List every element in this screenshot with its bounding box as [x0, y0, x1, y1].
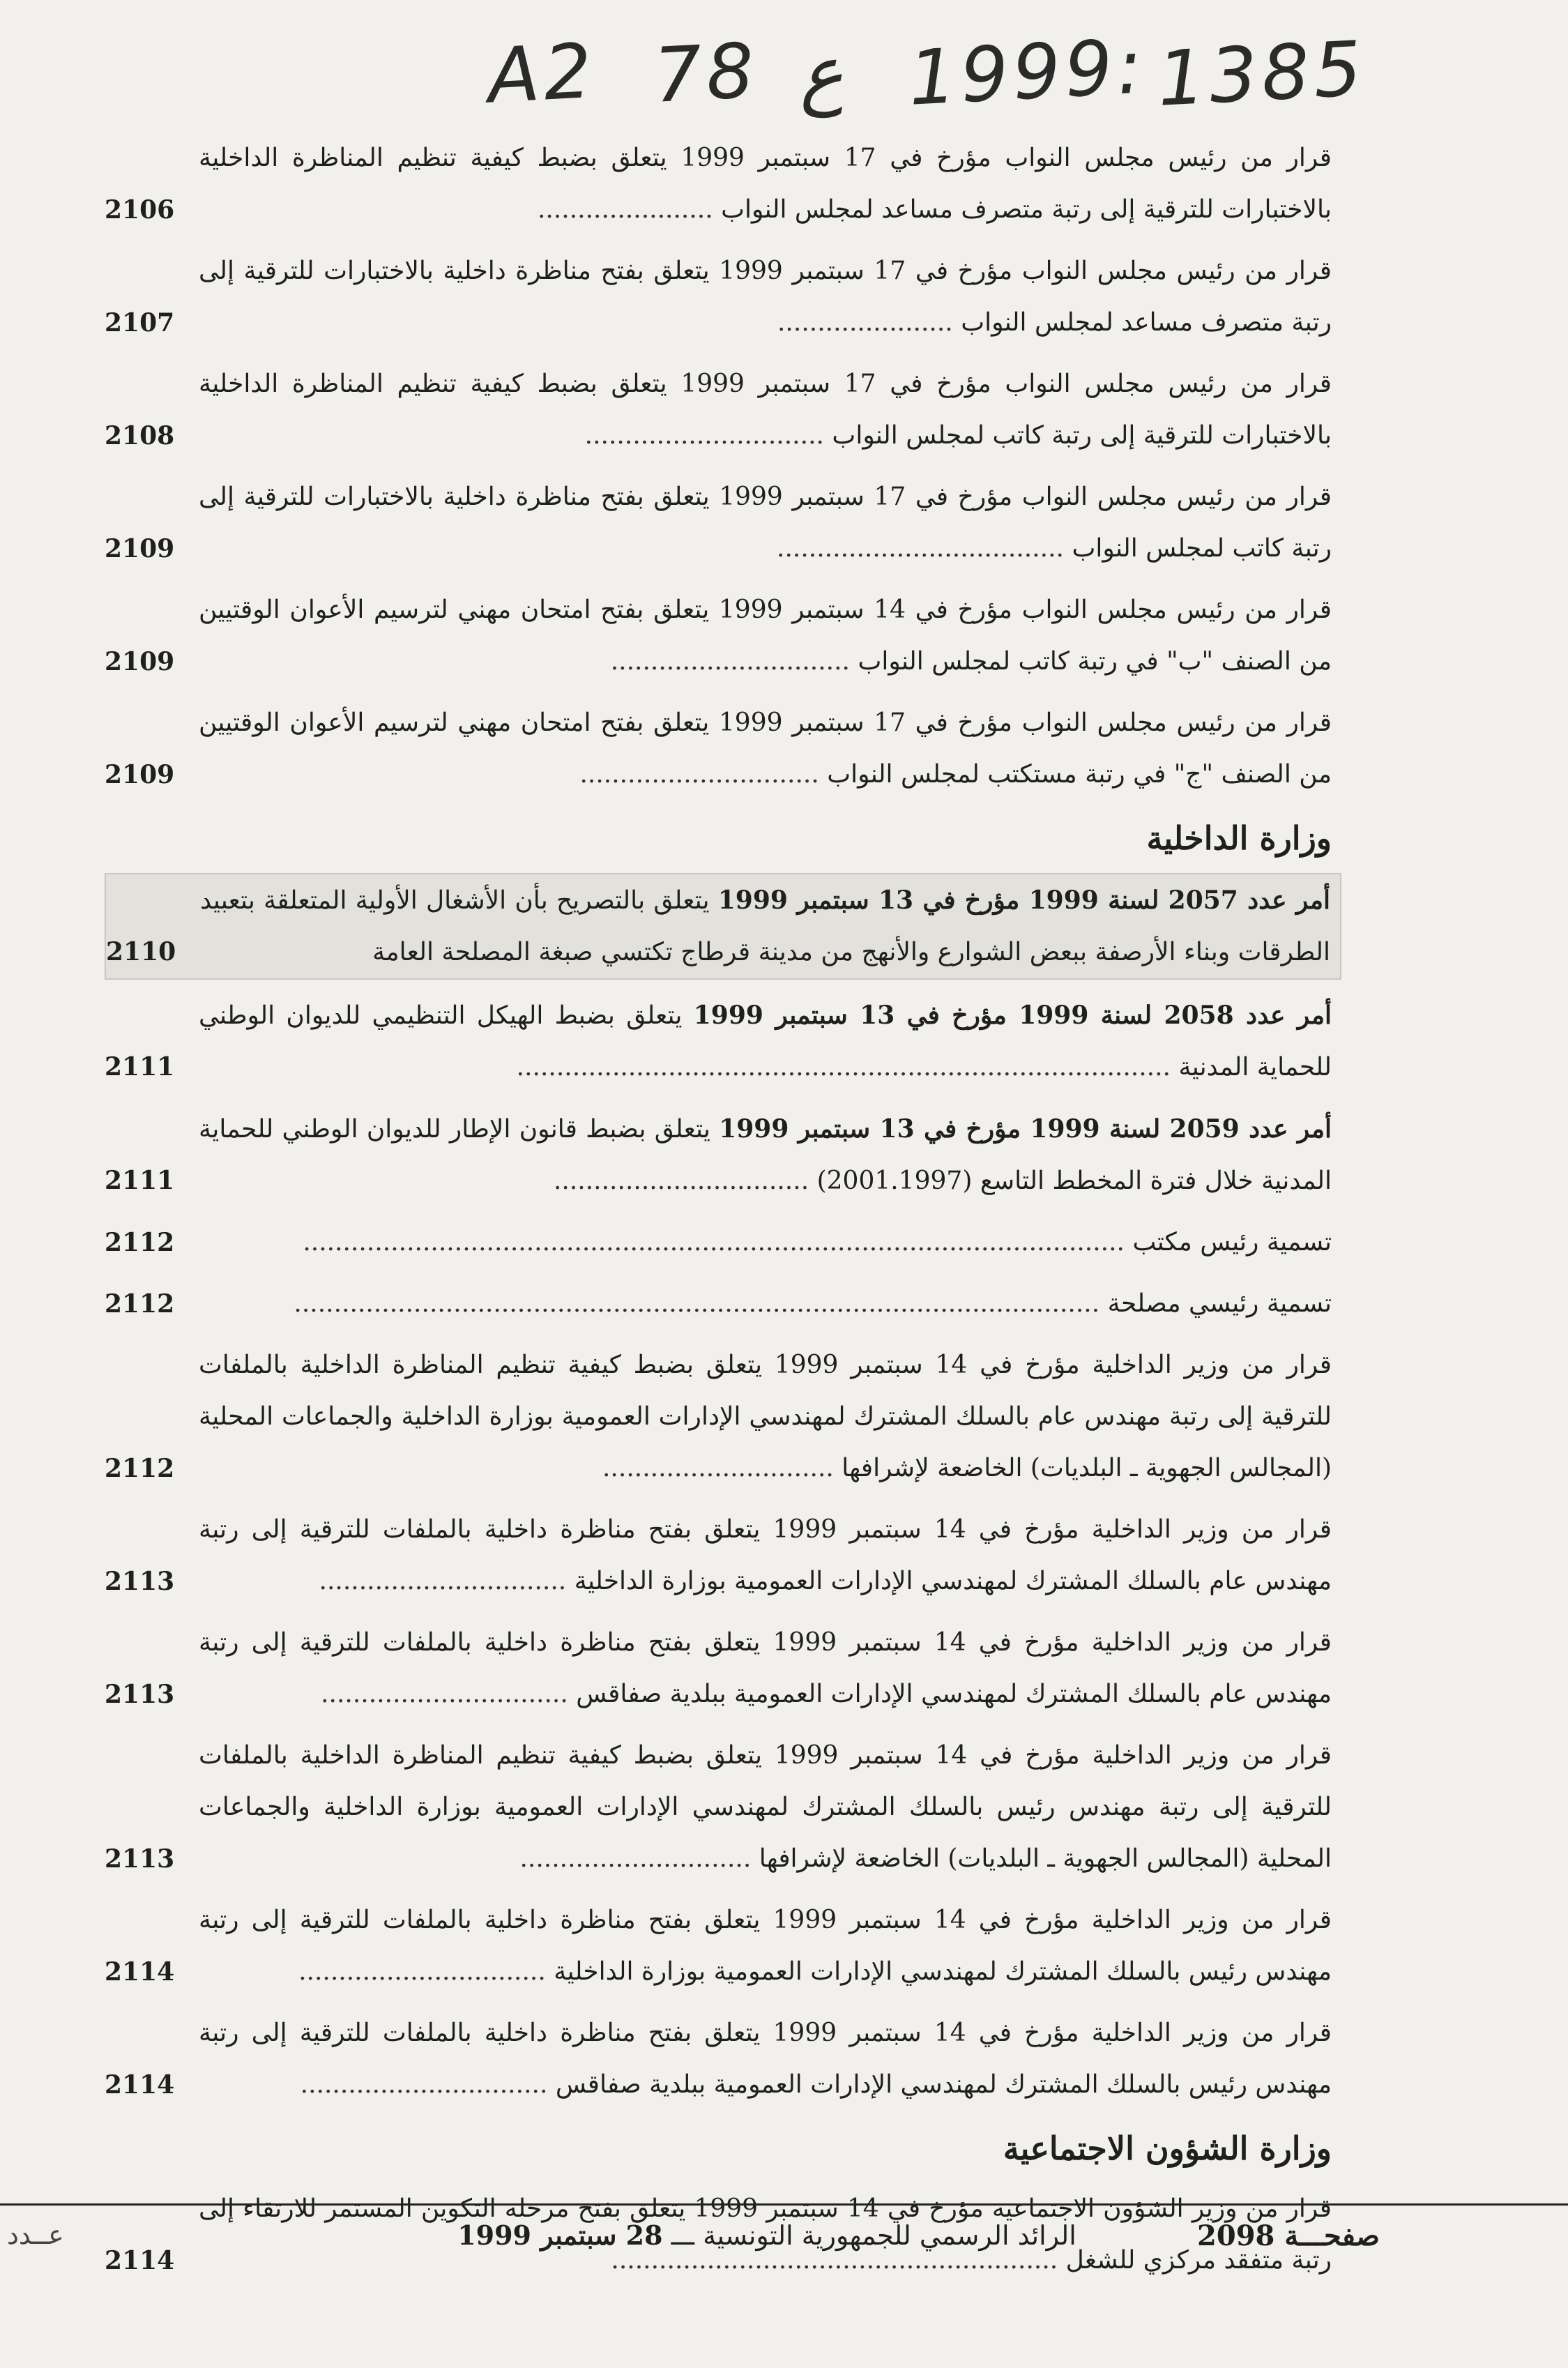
- handwritten-annotation-part: A2: [485, 27, 598, 121]
- toc-entry-text: قرار من رئيس مجلس النواب مؤرخ في 17 سبتمبر 1999 يتعلق بفتح مناظرة داخلية بالاختبارات للترقية إلى رتبة كاتب لمجلس النواب ....................................: [199, 483, 1332, 563]
- footer-page-label: صفحـــة2098: [1197, 2219, 1380, 2252]
- leader-dots: ....................................: [777, 534, 1064, 563]
- page-footer: [0, 2203, 1568, 2268]
- toc-entry-text: قرار من وزير الداخلية مؤرخ في 14 سبتمبر 1999 يتعلق بفتح مناظرة داخلية بالملفات للترقية إلى رتبة مهندس رئيس بالسلك المشترك لمهندسي الإدارات العمومية ببلدية صفاقس ...............................: [199, 2019, 1332, 2099]
- section-heading-interior: وزارة الداخلية: [1146, 819, 1332, 857]
- footer-issue-fragment: عــدد: [7, 2219, 64, 2250]
- leader-dots: ...............................: [300, 2070, 548, 2099]
- toc-entry-text: قرار من وزير الداخلية مؤرخ في 14 سبتمبر 1999 يتعلق بضبط كيفية تنظيم المناظرة الداخلية بالملفات للترقية إلى رتبة مهندس رئيس بالسلك المشترك لمهندسي الإدارات العمومية بوزارة الداخلية والجماعات المحلية (المجالس الجهوية ـ البلديات) الخاضعة لإشرافها .............................: [199, 1741, 1332, 1873]
- toc-entry: [105, 245, 1332, 349]
- leader-dots: ..............................: [579, 760, 819, 789]
- leader-dots: .............................: [519, 1844, 752, 1873]
- toc-entry-text: قرار من رئيس مجلس النواب مؤرخ في 17 سبتمبر 1999 يتعلق بضبط كيفية تنظيم المناظرة الداخلية بالاختبارات للترقية إلى رتبة كاتب لمجلس النواب ..............................: [199, 370, 1332, 450]
- leader-dots: ..............................: [584, 421, 824, 450]
- leader-dots: ......................: [537, 195, 713, 224]
- toc-page-number: 2114: [105, 1957, 175, 1987]
- toc-entry: [105, 584, 1332, 688]
- toc-entry-text: قرار من رئيس مجلس النواب مؤرخ في 17 سبتمبر 1999 يتعلق بضبط كيفية تنظيم المناظرة الداخلية بالاختبارات للترقية إلى رتبة متصرف مساعد لمجلس النواب ......................: [199, 144, 1332, 224]
- footer-date: 28 سبتمبر 1999: [457, 2219, 663, 2251]
- toc-entry-text: أمر عدد 2057 لسنة 1999 مؤرخ في 13 سبتمبر 1999 يتعلق بالتصريح بأن الأشغال الأولية المتعلقة بتعبيد الطرقات وبناء الأرصفة ببعض الشوارع والأنهج من مدينة قرطاج تكتسي صبغة المصلحة العامة: [200, 886, 1330, 966]
- toc-entry-text: قرار من رئيس مجلس النواب مؤرخ في 17 سبتمبر 1999 يتعلق بفتح امتحان مهني لترسيم الأعوان الوقتيين من الصنف "ج" في رتبة مستكتب لمجلس النواب ..............................: [199, 708, 1332, 789]
- toc-entry-text: قرار من وزير الداخلية مؤرخ في 14 سبتمبر 1999 يتعلق بفتح مناظرة داخلية بالملفات للترقية إلى رتبة مهندس عام بالسلك المشترك لمهندسي الإدارات العمومية بوزارة الداخلية ...............................: [199, 1515, 1332, 1595]
- footer-page-number: 2098: [1197, 2219, 1275, 2252]
- toc-entry: [105, 358, 1332, 462]
- toc-entry: [105, 697, 1332, 800]
- footer-publication: الرائد الرسمي للجمهورية التونسية ـــ 28 سبتمبر 1999: [457, 2219, 1076, 2251]
- toc-entry-text: تسمية رئيس مكتب .......................................................................................................: [303, 1228, 1332, 1257]
- toc-entry-text: تسمية رئيسي مصلحة .....................................................................................................: [294, 1289, 1332, 1318]
- toc-entry-text: قرار من رئيس مجلس النواب مؤرخ في 17 سبتمبر 1999 يتعلق بفتح مناظرة داخلية بالاختبارات للترقية إلى رتبة متصرف مساعد لمجلس النواب ......................: [199, 257, 1332, 337]
- toc-entry-text: أمر عدد 2058 لسنة 1999 مؤرخ في 13 سبتمبر 1999 يتعلق بضبط الهيكل التنظيمي للديوان الوطني للحماية المدنية ..................................................................................: [199, 1001, 1332, 1081]
- toc-page-number: 2113: [105, 1844, 175, 1874]
- decree-reference: أمر عدد 2058 لسنة 1999 مؤرخ في 13 سبتمبر 1999: [693, 1001, 1332, 1030]
- table-of-contents: [105, 132, 1332, 2296]
- toc-page-number: 2112: [105, 1228, 175, 1257]
- toc-entry-text: أمر عدد 2059 لسنة 1999 مؤرخ في 13 سبتمبر 1999 يتعلق بضبط قانون الإطار للديوان الوطني للحماية المدنية خلال فترة المخطط التاسع (2001.1997) ................................: [199, 1114, 1332, 1195]
- toc-entry: [105, 132, 1332, 236]
- decree-reference: أمر عدد 2057 لسنة 1999 مؤرخ في 13 سبتمبر 1999: [717, 886, 1330, 915]
- toc-entry: [105, 2008, 1332, 2111]
- toc-page-number: 2114: [105, 2070, 175, 2100]
- toc-page-number: 2107: [105, 308, 175, 337]
- leader-dots: ........................................................: [611, 2246, 1058, 2275]
- toc-entry: [105, 873, 1341, 980]
- toc-page-number: 2113: [105, 1680, 175, 1709]
- leader-dots: ................................: [553, 1167, 809, 1195]
- toc-entry-text: قرار من رئيس مجلس النواب مؤرخ في 14 سبتمبر 1999 يتعلق بفتح امتحان مهني لترسيم الأعوان الوقتيين من الصنف "ب" في رتبة كاتب لمجلس النواب ..............................: [199, 595, 1332, 676]
- toc-entry: [105, 1730, 1332, 1885]
- handwritten-annotation-part: 1385: [1155, 24, 1368, 123]
- toc-entry: [105, 1278, 1332, 1330]
- toc-entry: [105, 1103, 1332, 1207]
- toc-entry-text: قرار من وزير الشؤون الاجتماعية مؤرخ في 14 سبتمبر 1999 يتعلق بفتح مرحلة التكوين المستمر للارتقاء إلى رتبة متفقد مركزي للشغل ........................................................: [199, 2194, 1332, 2275]
- handwritten-annotation: [485, 21, 1394, 126]
- leader-dots: ...............................: [321, 1680, 568, 1708]
- toc-page-number: 2112: [105, 1289, 175, 1319]
- toc-entry-text: قرار من وزير الداخلية مؤرخ في 14 سبتمبر 1999 يتعلق بفتح مناظرة داخلية بالملفات للترقية إلى رتبة مهندس رئيس بالسلك المشترك لمهندسي الإدارات العمومية بوزارة الداخلية ...............................: [199, 1906, 1332, 1986]
- toc-entry: [105, 1339, 1332, 1494]
- toc-page-number: 2109: [105, 647, 175, 676]
- leader-dots: ..................................................................................: [516, 1053, 1171, 1081]
- toc-entry: [105, 471, 1332, 575]
- toc-entry: [105, 1617, 1332, 1720]
- toc-page-number: 2114: [105, 2246, 175, 2275]
- leader-dots: ......................: [777, 308, 953, 337]
- toc-page-number: 2111: [105, 1166, 175, 1195]
- toc-entry: [105, 1217, 1332, 1268]
- toc-entry: [105, 989, 1332, 1093]
- toc-page-number: 2111: [105, 1052, 175, 1081]
- toc-page-number: 2106: [105, 195, 175, 225]
- toc-page-number: 2112: [105, 1454, 175, 1483]
- section-heading-social-affairs: وزارة الشؤون الاجتماعية: [1003, 2130, 1332, 2167]
- leader-dots: .............................: [602, 1454, 834, 1482]
- leader-dots: ...............................: [298, 1957, 546, 1986]
- leader-dots: .......................................................................................................: [303, 1228, 1125, 1257]
- toc-entry: [105, 1895, 1332, 1998]
- toc-page-number: 2113: [105, 1567, 175, 1596]
- toc-page-number: 2109: [105, 760, 175, 789]
- handwritten-annotation-part: 78: [651, 26, 761, 120]
- toc-entry: [105, 1504, 1332, 1607]
- decree-reference: أمر عدد 2059 لسنة 1999 مؤرخ في 13 سبتمبر 1999: [719, 1114, 1332, 1144]
- leader-dots: ..............................: [610, 647, 850, 676]
- toc-page-number: 2109: [105, 534, 175, 563]
- handwritten-annotation-part: 1999:: [906, 22, 1148, 123]
- leader-dots: ...............................: [319, 1567, 567, 1595]
- toc-page-number: 2110: [106, 937, 176, 966]
- toc-page-number: 2108: [105, 421, 175, 450]
- toc-entry-text: قرار من وزير الداخلية مؤرخ في 14 سبتمبر 1999 يتعلق بفتح مناظرة داخلية بالملفات للترقية إلى رتبة مهندس عام بالسلك المشترك لمهندسي الإدارات العمومية ببلدية صفاقس ...............................: [199, 1628, 1332, 1708]
- leader-dots: .....................................................................................................: [294, 1289, 1100, 1318]
- handwritten-annotation-part: ع: [796, 29, 846, 119]
- toc-entry-text: قرار من وزير الداخلية مؤرخ في 14 سبتمبر 1999 يتعلق بضبط كيفية تنظيم المناظرة الداخلية بالملفات للترقية إلى رتبة مهندس عام بالسلك المشترك لمهندسي الإدارات العمومية بوزارة الداخلية والجماعات المحلية (المجالس الجهوية ـ البلديات) الخاضعة لإشرافها .............................: [199, 1351, 1332, 1482]
